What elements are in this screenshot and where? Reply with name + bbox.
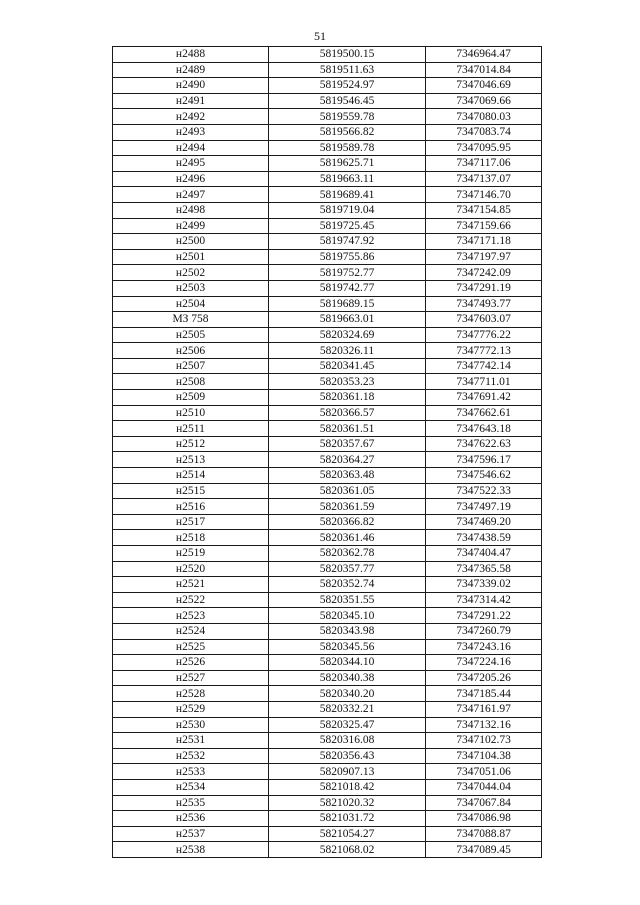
table-row: [113, 639, 542, 655]
y-coordinate-cell: 7347622.63: [426, 436, 542, 452]
point-id-cell: н2516: [113, 499, 269, 515]
point-id-cell: н2508: [113, 374, 269, 390]
y-coordinate-cell: 7347159.66: [426, 218, 542, 234]
table-row: [113, 374, 542, 390]
y-coordinate-cell: 7347117.06: [426, 156, 542, 172]
x-coordinate-cell: 5820357.67: [269, 436, 426, 452]
x-coordinate-cell: 5820366.82: [269, 514, 426, 530]
y-coordinate-cell: 7347197.97: [426, 249, 542, 265]
table-row: [113, 390, 542, 406]
y-coordinate-cell: 7347365.58: [426, 561, 542, 577]
point-id-cell: н2498: [113, 202, 269, 218]
table-row: [113, 234, 542, 250]
x-coordinate-cell: 5821068.02: [269, 842, 426, 858]
y-coordinate-cell: 7347095.95: [426, 140, 542, 156]
y-coordinate-cell: 7347603.07: [426, 312, 542, 328]
table-row: [113, 187, 542, 203]
y-coordinate-cell: 7347088.87: [426, 826, 542, 842]
point-id-cell: н2536: [113, 811, 269, 827]
point-id-cell: н2538: [113, 842, 269, 858]
y-coordinate-cell: 7347438.59: [426, 530, 542, 546]
y-coordinate-cell: 7347291.22: [426, 608, 542, 624]
point-id-cell: н2496: [113, 171, 269, 187]
point-id-cell: н2491: [113, 93, 269, 109]
point-id-cell: н2519: [113, 546, 269, 562]
table-row: [113, 530, 542, 546]
point-id-cell: н2517: [113, 514, 269, 530]
x-coordinate-cell: 5819689.15: [269, 296, 426, 312]
table-row: [113, 608, 542, 624]
table-row: [113, 686, 542, 702]
table-row: [113, 701, 542, 717]
point-id-cell: н2523: [113, 608, 269, 624]
x-coordinate-cell: 5820364.27: [269, 452, 426, 468]
y-coordinate-cell: 7347291.19: [426, 280, 542, 296]
table-row: [113, 249, 542, 265]
table-row: [113, 655, 542, 671]
point-id-cell: н2520: [113, 561, 269, 577]
table-row: [113, 546, 542, 562]
x-coordinate-cell: 5821031.72: [269, 811, 426, 827]
y-coordinate-cell: 7347742.14: [426, 358, 542, 374]
table-row: [113, 405, 542, 421]
table-row: [113, 811, 542, 827]
y-coordinate-cell: 7347146.70: [426, 187, 542, 203]
y-coordinate-cell: 7347691.42: [426, 390, 542, 406]
y-coordinate-cell: 7347404.47: [426, 546, 542, 562]
point-id-cell: н2503: [113, 280, 269, 296]
y-coordinate-cell: 7347083.74: [426, 124, 542, 140]
x-coordinate-cell: 5819742.77: [269, 280, 426, 296]
x-coordinate-cell: 5819546.45: [269, 93, 426, 109]
x-coordinate-cell: 5821018.42: [269, 779, 426, 795]
point-id-cell: н2507: [113, 358, 269, 374]
x-coordinate-cell: 5820340.38: [269, 670, 426, 686]
point-id-cell: н2537: [113, 826, 269, 842]
table-row: [113, 436, 542, 452]
x-coordinate-cell: 5820353.23: [269, 374, 426, 390]
point-id-cell: н2513: [113, 452, 269, 468]
x-coordinate-cell: 5820316.08: [269, 733, 426, 749]
point-id-cell: н2529: [113, 701, 269, 717]
table-row: [113, 156, 542, 172]
point-id-cell: н2497: [113, 187, 269, 203]
x-coordinate-cell: 5820352.74: [269, 577, 426, 593]
table-row: [113, 483, 542, 499]
y-coordinate-cell: 7347051.06: [426, 764, 542, 780]
table-row: [113, 748, 542, 764]
y-coordinate-cell: 7347522.33: [426, 483, 542, 499]
y-coordinate-cell: 7347104.38: [426, 748, 542, 764]
table-row: [113, 421, 542, 437]
y-coordinate-cell: 7347546.62: [426, 468, 542, 484]
x-coordinate-cell: 5819719.04: [269, 202, 426, 218]
y-coordinate-cell: 7347205.26: [426, 670, 542, 686]
y-coordinate-cell: 7347185.44: [426, 686, 542, 702]
point-id-cell: н2499: [113, 218, 269, 234]
y-coordinate-cell: 7347046.69: [426, 78, 542, 94]
x-coordinate-cell: 5819625.71: [269, 156, 426, 172]
x-coordinate-cell: 5821054.27: [269, 826, 426, 842]
point-id-cell: н2534: [113, 779, 269, 795]
x-coordinate-cell: 5819725.45: [269, 218, 426, 234]
table-row: [113, 202, 542, 218]
y-coordinate-cell: 7347339.02: [426, 577, 542, 593]
point-id-cell: н2493: [113, 124, 269, 140]
x-coordinate-cell: 5819524.97: [269, 78, 426, 94]
point-id-cell: н2521: [113, 577, 269, 593]
y-coordinate-cell: 7347314.42: [426, 592, 542, 608]
point-id-cell: н2535: [113, 795, 269, 811]
table-row: [113, 577, 542, 593]
point-id-cell: н2510: [113, 405, 269, 421]
point-id-cell: н2518: [113, 530, 269, 546]
y-coordinate-cell: 7347662.61: [426, 405, 542, 421]
point-id-cell: н2494: [113, 140, 269, 156]
x-coordinate-cell: 5820345.10: [269, 608, 426, 624]
y-coordinate-cell: 7347493.77: [426, 296, 542, 312]
x-coordinate-cell: 5820351.55: [269, 592, 426, 608]
y-coordinate-cell: 7347014.84: [426, 62, 542, 78]
x-coordinate-cell: 5820357.77: [269, 561, 426, 577]
x-coordinate-cell: 5820362.78: [269, 546, 426, 562]
x-coordinate-cell: 5819511.63: [269, 62, 426, 78]
y-coordinate-cell: 7347497.19: [426, 499, 542, 515]
table-row: [113, 124, 542, 140]
point-id-cell: н2504: [113, 296, 269, 312]
point-id-cell: н2525: [113, 639, 269, 655]
x-coordinate-cell: 5819689.41: [269, 187, 426, 203]
table-row: [113, 623, 542, 639]
table-row: [113, 93, 542, 109]
x-coordinate-cell: 5820361.05: [269, 483, 426, 499]
point-id-cell: н2500: [113, 234, 269, 250]
x-coordinate-cell: 5819589.78: [269, 140, 426, 156]
x-coordinate-cell: 5820361.59: [269, 499, 426, 515]
x-coordinate-cell: 5820366.57: [269, 405, 426, 421]
table-row: [113, 140, 542, 156]
y-coordinate-cell: 7347132.16: [426, 717, 542, 733]
x-coordinate-cell: 5820341.45: [269, 358, 426, 374]
point-id-cell: н2489: [113, 62, 269, 78]
x-coordinate-cell: 5820361.51: [269, 421, 426, 437]
x-coordinate-cell: 5820325.47: [269, 717, 426, 733]
point-id-cell: н2531: [113, 733, 269, 749]
page-number: 51: [314, 29, 326, 43]
point-id-cell: н2522: [113, 592, 269, 608]
x-coordinate-cell: 5819663.11: [269, 171, 426, 187]
point-id-cell: н2530: [113, 717, 269, 733]
table-row: [113, 514, 542, 530]
table-row: [113, 358, 542, 374]
table-row: [113, 78, 542, 94]
x-coordinate-cell: 5819747.92: [269, 234, 426, 250]
x-coordinate-cell: 5819566.82: [269, 124, 426, 140]
point-id-cell: н2512: [113, 436, 269, 452]
y-coordinate-cell: 7347469.20: [426, 514, 542, 530]
point-id-cell: н2492: [113, 109, 269, 125]
x-coordinate-cell: 5819663.01: [269, 312, 426, 328]
x-coordinate-cell: 5820324.69: [269, 327, 426, 343]
table-row: [113, 779, 542, 795]
x-coordinate-cell: 5820363.48: [269, 468, 426, 484]
y-coordinate-cell: 7347643.18: [426, 421, 542, 437]
point-id-cell: н2511: [113, 421, 269, 437]
y-coordinate-cell: 7347154.85: [426, 202, 542, 218]
x-coordinate-cell: 5820332.21: [269, 701, 426, 717]
table-row: [113, 764, 542, 780]
point-id-cell: н2526: [113, 655, 269, 671]
x-coordinate-cell: 5819752.77: [269, 265, 426, 281]
table-row: [113, 47, 542, 63]
table-row: [113, 717, 542, 733]
y-coordinate-cell: 7347711.01: [426, 374, 542, 390]
y-coordinate-cell: 7347069.66: [426, 93, 542, 109]
y-coordinate-cell: 7347260.79: [426, 623, 542, 639]
point-id-cell: н2515: [113, 483, 269, 499]
table-row: [113, 171, 542, 187]
table-row: [113, 499, 542, 515]
x-coordinate-cell: 5820345.56: [269, 639, 426, 655]
y-coordinate-cell: 7347080.03: [426, 109, 542, 125]
y-coordinate-cell: 7346964.47: [426, 47, 542, 63]
y-coordinate-cell: 7347776.22: [426, 327, 542, 343]
point-id-cell: н2495: [113, 156, 269, 172]
table-row: [113, 296, 542, 312]
table-row: [113, 468, 542, 484]
x-coordinate-cell: 5819755.86: [269, 249, 426, 265]
table-row: [113, 842, 542, 858]
y-coordinate-cell: 7347086.98: [426, 811, 542, 827]
table-row: [113, 109, 542, 125]
point-id-cell: н2509: [113, 390, 269, 406]
point-id-cell: н2514: [113, 468, 269, 484]
point-id-cell: н2527: [113, 670, 269, 686]
y-coordinate-cell: 7347243.16: [426, 639, 542, 655]
table-row: [113, 826, 542, 842]
point-id-cell: н2501: [113, 249, 269, 265]
point-id-cell: н2524: [113, 623, 269, 639]
y-coordinate-cell: 7347224.16: [426, 655, 542, 671]
x-coordinate-cell: 5820343.98: [269, 623, 426, 639]
y-coordinate-cell: 7347137.07: [426, 171, 542, 187]
table-row: [113, 218, 542, 234]
table-row: [113, 592, 542, 608]
y-coordinate-cell: 7347067.84: [426, 795, 542, 811]
table-row: [113, 561, 542, 577]
x-coordinate-cell: 5821020.32: [269, 795, 426, 811]
table-row: [113, 265, 542, 281]
y-coordinate-cell: 7347102.73: [426, 733, 542, 749]
point-id-cell: н2532: [113, 748, 269, 764]
y-coordinate-cell: 7347161.97: [426, 701, 542, 717]
point-id-cell: н2528: [113, 686, 269, 702]
x-coordinate-cell: 5820361.18: [269, 390, 426, 406]
table-row: [113, 452, 542, 468]
y-coordinate-cell: 7347044.04: [426, 779, 542, 795]
table-row: [113, 795, 542, 811]
x-coordinate-cell: 5820340.20: [269, 686, 426, 702]
table-row: [113, 312, 542, 328]
y-coordinate-cell: 7347596.17: [426, 452, 542, 468]
x-coordinate-cell: 5820326.11: [269, 343, 426, 359]
x-coordinate-cell: 5819559.78: [269, 109, 426, 125]
y-coordinate-cell: 7347772.13: [426, 343, 542, 359]
y-coordinate-cell: 7347171.18: [426, 234, 542, 250]
y-coordinate-cell: 7347089.45: [426, 842, 542, 858]
table-row: [113, 733, 542, 749]
point-id-cell: н2533: [113, 764, 269, 780]
point-id-cell: н2506: [113, 343, 269, 359]
coordinates-table: [112, 46, 542, 858]
x-coordinate-cell: 5820361.46: [269, 530, 426, 546]
table-row: [113, 343, 542, 359]
point-id-cell: н2490: [113, 78, 269, 94]
coordinates-table-body: [113, 47, 542, 858]
table-row: [113, 280, 542, 296]
table-row: [113, 670, 542, 686]
point-id-cell: н2488: [113, 47, 269, 63]
y-coordinate-cell: 7347242.09: [426, 265, 542, 281]
table-row: [113, 327, 542, 343]
x-coordinate-cell: 5820356.43: [269, 748, 426, 764]
table-row: [113, 62, 542, 78]
point-id-cell: н2502: [113, 265, 269, 281]
x-coordinate-cell: 5820907.13: [269, 764, 426, 780]
point-id-cell: МЗ 758: [113, 312, 269, 328]
x-coordinate-cell: 5819500.15: [269, 47, 426, 63]
point-id-cell: н2505: [113, 327, 269, 343]
x-coordinate-cell: 5820344.10: [269, 655, 426, 671]
